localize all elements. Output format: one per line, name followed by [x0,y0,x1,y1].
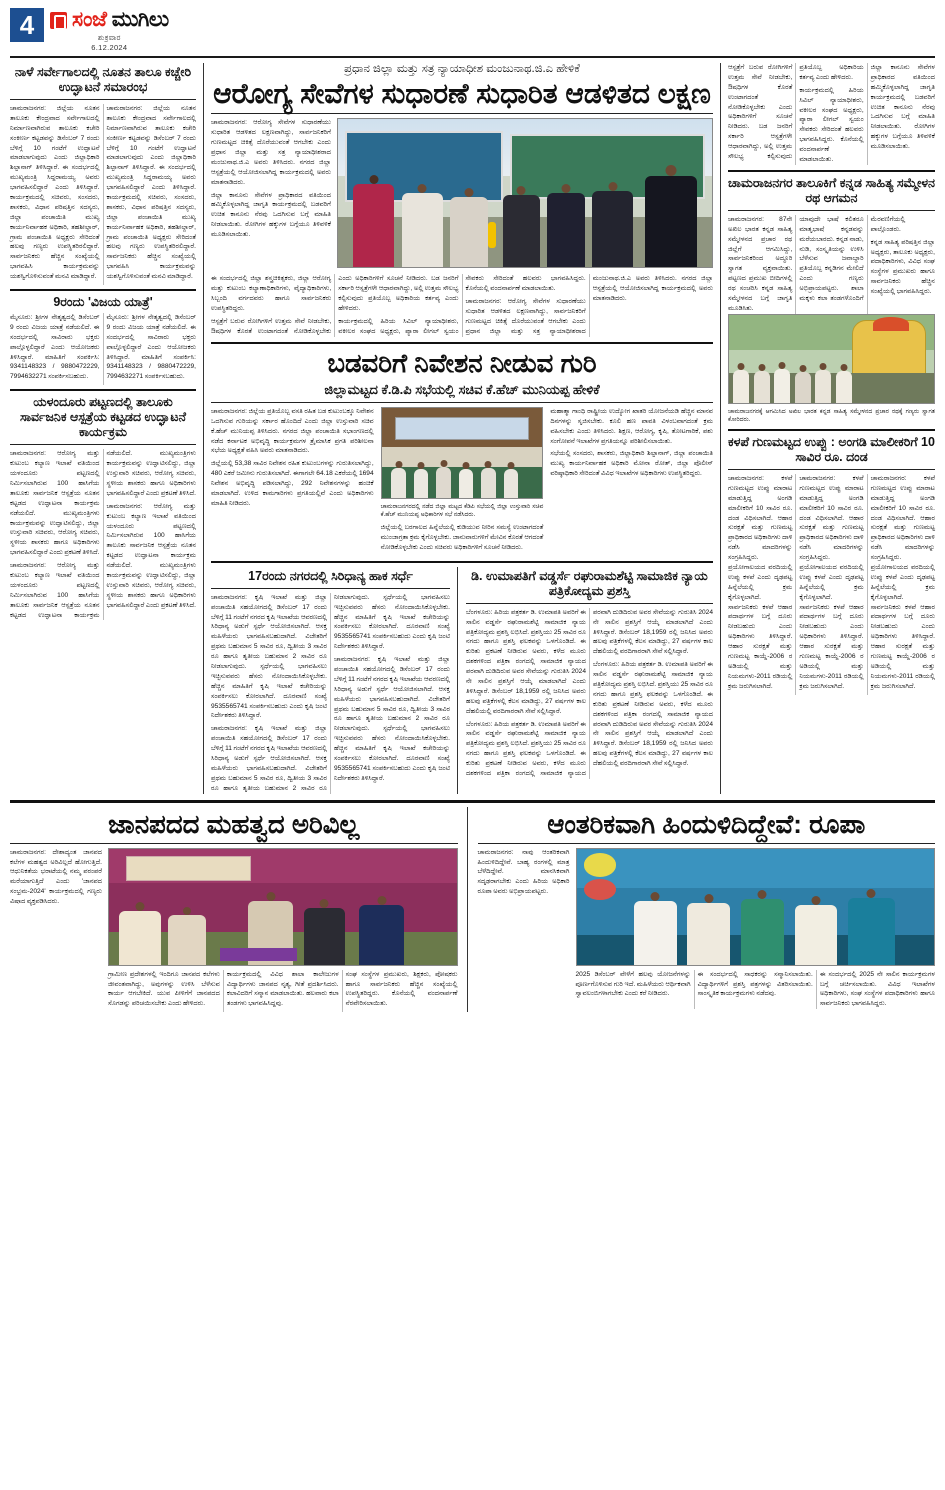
lead-col1-cont: ಚಾಮರಾಜನಗರ: ಆರೋಗ್ಯ ಸೇವೆಗಳ ಸುಧಾರಣೆಯು ಸುಧಾರಿತ ಆಡಳಿತದ ಲಕ್ಷಣವಾಗಿದ್ದು, ಸಾರ್ವಜನಿಕರಿಗೆ ಗುಣಮಟ್ಟದ ಚಿಕಿತ್ಸೆ ದೊರೆಯುವಂತೆ ಆಗಬೇಕು ಎಂದು ಪ್ರಧಾನ ಜಿಲ್ಲಾ ಮತ್ತು ಸತ್ರ ನ್ಯಾಯಾಧೀಶರಾದ ಮಂಜುನಾಥ.ಜಿ.ಎ ಅವರು ತಿಳಿಸಿದರು. ನಗರದ ಜಿಲ್ಲಾ ಆಸ್ಪತ್ರೆಯಲ್ಲಿ ಆಯೋಜಿಸಲಾಗಿದ್ದ ಕಾರ್ಯಕ್ರಮದಲ್ಲಿ ಅವರು ಮಾತನಾಡಿದರು. [465,275,713,335]
kalabheja-body: ಚಾಮರಾಜನಗರ: ಕಳಪೆ ಗುಣಮಟ್ಟದ ಉಪ್ಪು ಮಾರಾಟ ಮಾಡುತ್ತಿದ್ದ ಅಂಗಡಿ ಮಾಲೀಕರಿಗೆ 10 ಸಾವಿರ ರೂ. ದಂಡ ವಿಧಿಸಲಾಗಿದೆ. ಆಹಾರ ಸುರಕ್ಷತೆ ಮತ್ತು ಗುಣಮಟ್ಟ ಪ್ರಾಧಿಕಾರದ ಅಧಿಕಾರಿಗಳು ದಾಳಿ ನಡೆಸಿ ಮಾದರಿಗಳನ್ನು ಸಂಗ್ರಹಿಸಿದ್ದರು. ಪ್ರಯೋಗಾಲಯದ ವರದಿಯಲ್ಲಿ ಉಪ್ಪು ಕಳಪೆ ಎಂದು ದೃಢಪಟ್ಟ ಹಿನ್ನೆಲೆಯಲ್ಲಿ ಕ್ರಮ ಕೈಗೊಳ್ಳಲಾಗಿದೆ. ಸಾರ್ವಜನಿಕರು ಕಳಪೆ ಆಹಾರ ಪದಾರ್ಥಗಳ ಬಗ್ಗೆ ದೂರು ನೀಡಬಹುದು ಎಂದು ಅಧಿಕಾರಿಗಳು ತಿಳಿಸಿದ್ದಾರೆ. ಆಹಾರ ಸುರಕ್ಷತೆ ಮತ್ತು ಗುಣಮಟ್ಟ ಕಾಯ್ದೆ-2006 ರ ಅಡಿಯಲ್ಲಿ ಮತ್ತು ನಿಯಮಗಳು-2011 ರಡಿಯಲ್ಲಿ ಕ್ರಮ ಜರುಗಿಸಲಾಗಿದೆ. [728,475,793,690]
left-story1-body: ಚಾಮರಾಜನಗರ: ಜಿಲ್ಲೆಯ ನೂತನ ತಾಲೂಕು ಕೇಂದ್ರವಾದ ಸರ್ವೇಗಾಲದಲ್ಲಿ ನಿರ್ಮಾಣವಾಗಿರುವ ತಾಲೂಕು ಕಚೇರಿ ಸಂಕೀರ್ಣ ಕಟ್ಟಡವನ್ನು ಡಿಸೆಂಬರ್ 7 ರಂದು ಬೆಳಿಗ್ಗೆ 10 ಗಂಟೆಗೆ ಉದ್ಘಾಟನೆ ಮಾಡಲಾಗುವುದು ಎಂದು ಜಿಲ್ಲಾಧಿಕಾರಿ ಶಿಲ್ಪಾನಾಗ್ ತಿಳಿಸಿದ್ದಾರೆ. ಈ ಸಂದರ್ಭದಲ್ಲಿ ಮುಖ್ಯಮಂತ್ರಿ ಸಿದ್ದರಾಮಯ್ಯ ಅವರು ಭಾಗವಹಿಸಲಿದ್ದಾರೆ ಎಂದು ತಿಳಿಸಿದ್ದಾರೆ. ಕಾರ್ಯಕ್ರಮದಲ್ಲಿ ಸಚಿವರು, ಸಂಸದರು, ಶಾಸಕರು, ವಿಧಾನ ಪರಿಷತ್ತಿನ ಸದಸ್ಯರು, ಜಿಲ್ಲಾ ಪಂಚಾಯಿತಿ ಮುಖ್ಯ ಕಾರ್ಯನಿರ್ವಾಹಕ ಅಧಿಕಾರಿ, ತಹಶೀಲ್ದಾರ್, ಗ್ರಾಮ ಪಂಚಾಯಿತಿ ಅಧ್ಯಕ್ಷರು ಸೇರಿದಂತೆ ಹಲವು ಗಣ್ಯರು ಉಪಸ್ಥಿತರಿರಲಿದ್ದಾರೆ. ಸಾರ್ವಜನಿಕರು ಹೆಚ್ಚಿನ ಸಂಖ್ಯೆಯಲ್ಲಿ ಭಾಗವಹಿಸಿ ಕಾರ್ಯಕ್ರಮವನ್ನು ಯಶಸ್ವಿಗೊಳಿಸುವಂತೆ ಮನವಿ ಮಾಡಿದ್ದಾರೆ. [10,105,100,281]
lead-kicker: ಪ್ರಧಾನ ಜಿಲ್ಲಾ ಮತ್ತು ಸತ್ರ ನ್ಯಾಯಾಧೀಶ ಮಂಜುನಾಥ.ಜಿ.ಎ ಹೇಳಿಕೆ [344,63,580,75]
lead-overflow-right [728,63,935,165]
bottom-left-story [10,807,468,1013]
roopa-col4: ಈ ಸಂದರ್ಭದಲ್ಲಿ 2025 ನೇ ಸಾಲಿನ ಕಾರ್ಯಕ್ರಮಗಳ ಬಗ್ಗೆ ಚರ್ಚಿಸಲಾಯಿತು. ವಿವಿಧ ಇಲಾಖೆಗಳ ಅಧಿಕಾರಿಗಳು, ಸಂಘ ಸಂಸ್ಥೆಗಳ ಪದಾಧಿಕಾರಿಗಳು ಹಾಗೂ ಸಾರ್ವಜನಿಕರು ಭಾಗವಹಿಸಿದ್ದರು. [819,970,935,1008]
kdp-meeting-photo [381,407,544,499]
lead-right-col2: ಕಾರ್ಯಕ್ರಮದಲ್ಲಿ ಹಿರಿಯ ಸಿವಿಲ್ ನ್ಯಾಯಾಧೀಶರು, ವಕೀಲರ ಸಂಘದ ಅಧ್ಯಕ್ಷರು, ಪ್ಯಾರಾ ಲೀಗಲ್ ಸ್ವಯಂ ಸೇವಕರು ಸೇರಿದಂತೆ ಹಲವರು ಭಾಗವಹಿಸಿದ್ದರು. ಕೊನೆಯಲ್ಲಿ ವಂದನಾರ್ಪಣೆ ಮಾಡಲಾಯಿತು. [799,86,864,164]
left-story3-body-cont2: ಚಾಮರಾಜನಗರ: ಆರೋಗ್ಯ ಮತ್ತು ಕುಟುಂಬ ಕಲ್ಯಾಣ ಇಲಾಖೆ ವತಿಯಿಂದ ಯಳಂದೂರು ಪಟ್ಟಣದಲ್ಲಿ ನಿರ್ಮಿಸಲಾಗಿರುವ 100 ಹಾಸಿಗೆಯ ತಾಲೂಕು ಸಾರ್ವಜನಿಕ ಆಸ್ಪತ್ರೆಯ ನೂತನ ಕಟ್ಟಡದ ಉದ್ಘಾಟನಾ ಕಾರ್ಯಕ್ರಮ ನಡೆಯಲಿದೆ. ಮುಖ್ಯಮಂತ್ರಿಗಳು ಕಾರ್ಯಕ್ರಮವನ್ನು ಉದ್ಘಾಟಿಸಲಿದ್ದು, ಜಿಲ್ಲಾ ಉಸ್ತುವಾರಿ ಸಚಿವರು, ಆರೋಗ್ಯ ಸಚಿವರು, ಸ್ಥಳೀಯ ಶಾಸಕರು ಹಾಗೂ ಅಧಿಕಾರಿಗಳು ಭಾಗವಹಿಸಲಿದ್ದಾರೆ ಎಂದು ಪ್ರಕಟಣೆ ತಿಳಿಸಿದೆ. [106,502,196,609]
left-story3-headline: ಯಳಂದೂರು ಪಟ್ಟಣದಲ್ಲಿ ತಾಲೂಕು ಸಾರ್ವಜನಿಕ ಆಸ್ಪತ್ರೆಯ ಕಟ್ಟಡದ ಉದ್ಘಾಟನೆ ಕಾರ್ಯಕ್ರಮ [19,395,187,440]
ratha-headline: ಚಾಮರಾಜನಗರ ತಾಲೂಕಿಗೆ ಕನ್ನಡ ಸಾಹಿತ್ಯ ಸಮ್ಮೇಳನ ರಥ ಆಗಮನ [728,175,935,205]
badavarige-headline: ಬಡವರಿಗೆ ನಿವೇಶನ ನೀಡುವ ಗುರಿ [327,347,597,378]
kalabheja-body-columns [728,474,935,695]
left-column [10,63,203,794]
janapada-col2: ಗ್ರಾಮೀಣ ಪ್ರದೇಶಗಳಲ್ಲಿ ಇಂದಿಗೂ ಜಾನಪದ ಕಲೆಗಳು ಜೀವಂತವಾಗಿದ್ದು, ಅವುಗಳನ್ನು ಉಳಿಸಿ ಬೆಳೆಸುವ ಕಾರ್ಯ ಆಗಬೇಕಿದೆ. ಯುವ ಪೀಳಿಗೆಗೆ ಜಾನಪದದ ಸೊಗಡನ್ನು ಪರಿಚಯಿಸಬೇಕು ಎಂದು ಹೇಳಿದರು. [108,970,220,1008]
kalabheja-body-cont2: ಚಾಮರಾಜನಗರ: ಕಳಪೆ ಗುಣಮಟ್ಟದ ಉಪ್ಪು ಮಾರಾಟ ಮಾಡುತ್ತಿದ್ದ ಅಂಗಡಿ ಮಾಲೀಕರಿಗೆ 10 ಸಾವಿರ ರೂ. ದಂಡ ವಿಧಿಸಲಾಗಿದೆ. ಆಹಾರ ಸುರಕ್ಷತೆ ಮತ್ತು ಗುಣಮಟ್ಟ ಪ್ರಾಧಿಕಾರದ ಅಧಿಕಾರಿಗಳು ದಾಳಿ ನಡೆಸಿ ಮಾದರಿಗಳನ್ನು ಸಂಗ್ರಹಿಸಿದ್ದರು. ಪ್ರಯೋಗಾಲಯದ ವರದಿಯಲ್ಲಿ ಉಪ್ಪು ಕಳಪೆ ಎಂದು ದೃಢಪಟ್ಟ ಹಿನ್ನೆಲೆಯಲ್ಲಿ ಕ್ರಮ ಕೈಗೊಳ್ಳಲಾಗಿದೆ. ಸಾರ್ವಜನಿಕರು ಕಳಪೆ ಆಹಾರ ಪದಾರ್ಥಗಳ ಬಗ್ಗೆ ದೂರು ನೀಡಬಹುದು ಎಂದು ಅಧಿಕಾರಿಗಳು ತಿಳಿಸಿದ್ದಾರೆ. ಆಹಾರ ಸುರಕ್ಷತೆ ಮತ್ತು ಗುಣಮಟ್ಟ ಕಾಯ್ದೆ-2006 ರ ಅಡಿಯಲ್ಲಿ ಮತ್ತು ನಿಯಮಗಳು-2011 ರಡಿಯಲ್ಲಿ ಕ್ರಮ ಜರುಗಿಸಲಾಗಿದೆ. [870,475,935,690]
badavarige-subhead: ಜಿಲ್ಲಾಮಟ್ಟದ ಕೆ.ಡಿ.ಪಿ ಸಭೆಯಲ್ಲಿ ಸಚಿವ ಕೆ.ಹೆಚ್ ಮುನಿಯಪ್ಪ ಹೇಳಿಕೆ [324,381,600,397]
badavarige-col5: ಸಭೆಯಲ್ಲಿ ಸಂಸದರು, ಶಾಸಕರು, ಜಿಲ್ಲಾಧಿಕಾರಿ ಶಿಲ್ಪಾನಾಗ್, ಜಿಲ್ಲಾ ಪಂಚಾಯಿತಿ ಮುಖ್ಯ ಕಾರ್ಯನಿರ್ವಾಹಕ ಅಧಿಕಾರಿ ಮೋನಾ ರೋತ್, ಜಿಲ್ಲಾ ಪೊಲೀಸ್ ವರಿಷ್ಠಾಧಿಕಾರಿ ಸೇರಿದಂತೆ ವಿವಿಧ ಇಲಾಖೆಗಳ ಅಧಿಕಾರಿಗಳು ಉಪಸ್ಥಿತರಿದ್ದರು. [550,450,713,478]
lead-col2: ಜಿಲ್ಲಾ ಕಾನೂನು ಸೇವೆಗಳ ಪ್ರಾಧಿಕಾರದ ವತಿಯಿಂದ ಹಮ್ಮಿಕೊಳ್ಳಲಾಗಿದ್ದ ಜಾಗೃತಿ ಕಾರ್ಯಕ್ರಮದಲ್ಲಿ ಬಡವರಿಗೆ ಉಚಿತ ಕಾನೂನು ನೆರವು ಒದಗಿಸುವ ಬಗ್ಗೆ ಮಾಹಿತಿ ನೀಡಲಾಯಿತು. ರೋಗಿಗಳ ಹಕ್ಕುಗಳ ಬಗ್ಗೆಯೂ ತಿಳಿವಳಿಕೆ ಮೂಡಿಸಲಾಯಿತು. [211,191,331,239]
left-story1-headline: ನಾಳೆ ಸರ್ವೇಗಾಲದಲ್ಲಿ ನೂತನ ತಾಲೂ ಕಚ್ಚೇರಿ ಉದ್ಘಾಟನೆ ಸಮಾರಂಭ [14,65,192,94]
janapada-headline: ಜಾನಪದದ ಮಹತ್ವದ ಅರಿವಿಲ್ಲ [108,808,360,839]
ratha-col2: ಯಾವುದೇ ಭಾಷೆ ಕಲಿತರೂ ಮಾತೃಭಾಷೆ ಕನ್ನಡವನ್ನು ಮರೆಯಬಾರದು. ಕನ್ನಡ ನಾಡು, ನುಡಿ, ಸಂಸ್ಕೃತಿಯನ್ನು ಉಳಿಸಿ ಬೆಳೆಸುವ ಜವಾಬ್ದಾರಿ ಪ್ರತಿಯೊಬ್ಬ ಕನ್ನಡಿಗನ ಮೇಲಿದೆ ಎಂದು ಗಣ್ಯರು ಅಭಿಪ್ರಾಯಪಟ್ಟರು. ಶಾಲಾ ಮಕ್ಕಳು ಕಲಾ ತಂಡಗಳೊಂದಿಗೆ ಮೆರವಣಿಗೆಯಲ್ಲಿ ಪಾಲ್ಗೊಂಡರು. [799,215,906,303]
main-grid [10,63,935,794]
bottom-section [10,800,935,1013]
ratha-photo [728,314,935,404]
publication-logo [50,8,169,52]
lead-col3: ಈ ಸಂದರ್ಭದಲ್ಲಿ ಜಿಲ್ಲಾ ಶಸ್ತ್ರಚಿಕಿತ್ಸಕರು, ಜಿಲ್ಲಾ ಆರೋಗ್ಯ ಮತ್ತು ಕುಟುಂಬ ಕಲ್ಯಾಣಾಧಿಕಾರಿಗಳು, ವೈದ್ಯಾಧಿಕಾರಿಗಳು, ಸಿಬ್ಬಂದಿ ವರ್ಗದವರು ಹಾಗೂ ಸಾರ್ವಜನಿಕರು ಉಪಸ್ಥಿತರಿದ್ದರು. [211,275,332,313]
lead-col4: ಆಸ್ಪತ್ರೆಗೆ ಬರುವ ರೋಗಿಗಳಿಗೆ ಉತ್ತಮ ಸೇವೆ ನೀಡಬೇಕು, ಔಷಧಿಗಳ ಕೊರತೆ ಉಂಟಾಗದಂತೆ ನೋಡಿಕೊಳ್ಳಬೇಕು ಎಂದು ಅಧಿಕಾರಿಗಳಿಗೆ ಸೂಚನೆ ನೀಡಿದರು. ಬಡ ಜನರಿಗೆ ಸರ್ಕಾರಿ ಆಸ್ಪತ್ರೆಗಳೇ ಆಧಾರವಾಗಿದ್ದು, ಅಲ್ಲಿ ಉತ್ತಮ ಸೌಲಭ್ಯ ಕಲ್ಪಿಸುವುದು ಪ್ರತಿಯೊಬ್ಬ ಅಧಿಕಾರಿಯ ಕರ್ತವ್ಯ ಎಂದು ಹೇಳಿದರು. [211,275,459,335]
roopa-col2: 2025 ಡಿಸೆಂಬರ್ ವೇಳೆಗೆ ಹಲವು ಯೋಜನೆಗಳನ್ನು ಪೂರ್ಣಗೊಳಿಸುವ ಗುರಿ ಇದೆ. ಮಹಿಳೆಯರು ಆರ್ಥಿಕವಾಗಿ ಸ್ವಾವಲಂಬಿಗಳಾಗಬೇಕು ಎಂದು ಕರೆ ನೀಡಿದರು. [575,970,691,998]
left-story3-body-wrap [10,449,196,620]
janapada-col3: ಕಾರ್ಯಕ್ರಮದಲ್ಲಿ ವಿವಿಧ ಶಾಲಾ ಕಾಲೇಜುಗಳ ವಿದ್ಯಾರ್ಥಿಗಳು ಜಾನಪದ ನೃತ್ಯ, ಗೀತೆ ಪ್ರದರ್ಶಿಸಿದರು. ಕಲಾವಿದರಿಗೆ ಸನ್ಮಾನ ಮಾಡಲಾಯಿತು. ಹಲವಾರು ಕಲಾ ತಂಡಗಳು ಭಾಗವಹಿಸಿದ್ದವು. [226,970,339,1008]
lead-right-col1: ಆಸ್ಪತ್ರೆಗೆ ಬರುವ ರೋಗಿಗಳಿಗೆ ಉತ್ತಮ ಸೇವೆ ನೀಡಬೇಕು, ಔಷಧಿಗಳ ಕೊರತೆ ಉಂಟಾಗದಂತೆ ನೋಡಿಕೊಳ್ಳಬೇಕು ಎಂದು ಅಧಿಕಾರಿಗಳಿಗೆ ಸೂಚನೆ ನೀಡಿದರು. ಬಡ ಜನರಿಗೆ ಸರ್ಕಾರಿ ಆಸ್ಪತ್ರೆಗಳೇ ಆಧಾರವಾಗಿದ್ದು, ಅಲ್ಲಿ ಉತ್ತಮ ಸೌಲಭ್ಯ ಕಲ್ಪಿಸುವುದು ಪ್ರತಿಯೊಬ್ಬ ಅಧಿಕಾರಿಯ ಕರ್ತವ್ಯ ಎಂದು ಹೇಳಿದರು. [728,64,864,161]
ratha-col3: ಕನ್ನಡ ಸಾಹಿತ್ಯ ಪರಿಷತ್ತಿನ ಜಿಲ್ಲಾ ಅಧ್ಯಕ್ಷರು, ತಾಲೂಕು ಅಧ್ಯಕ್ಷರು, ಪದಾಧಿಕಾರಿಗಳು, ವಿವಿಧ ಸಂಘ ಸಂಸ್ಥೆಗಳ ಪ್ರಮುಖರು ಹಾಗೂ ಸಾರ್ವಜನಿಕರು ಹೆಚ್ಚಿನ ಸಂಖ್ಯೆಯಲ್ಲಿ ಭಾಗವಹಿಸಿದ್ದರು. [870,238,935,296]
page-number-badge: 4 [10,8,44,42]
sirdhanya-body-cont2: ಚಾಮರಾಜನಗರ: ಕೃಷಿ ಇಲಾಖೆ ಮತ್ತು ಜಿಲ್ಲಾ ಪಂಚಾಯಿತಿ ಸಹಯೋಗದಲ್ಲಿ ಡಿಸೆಂಬರ್ 17 ರಂದು ಬೆಳಿಗ್ಗೆ 11 ಗಂಟೆಗೆ ನಗರದ ಕೃಷಿ ಇಲಾಖೆಯ ಆವರಣದಲ್ಲಿ ಸಿರಿಧಾನ್ಯ ಅಡುಗೆ ಸ್ಪರ್ಧೆ ಆಯೋಜಿಸಲಾಗಿದೆ. ಆಸಕ್ತ ಮಹಿಳೆಯರು ಭಾಗವಹಿಸಬಹುದಾಗಿದೆ. ವಿಜೇತರಿಗೆ ಪ್ರಥಮ ಬಹುಮಾನ 5 ಸಾವಿರ ರೂ, ದ್ವಿತೀಯ 3 ಸಾವಿರ ರೂ ಹಾಗೂ ತೃತೀಯ ಬಹುಮಾನ 2 ಸಾವಿರ ರೂ ನೀಡಲಾಗುವುದು. ಸ್ಪರ್ಧೆಯಲ್ಲಿ ಭಾಗವಹಿಸಲು ಇಚ್ಛಿಸುವವರು ಹೆಸರು ನೋಂದಾಯಿಸಿಕೊಳ್ಳಬೇಕು. ಹೆಚ್ಚಿನ ಮಾಹಿತಿಗೆ ಕೃಷಿ ಇಲಾಖೆ ಕಚೇರಿಯನ್ನು ಸಂಪರ್ಕಿಸಲು ಕೋರಲಾಗಿದೆ. ದೂರವಾಣಿ ಸಂಖ್ಯೆ 9535565741 ಸಂಪರ್ಕಿಸಬಹುದು ಎಂದು ಕೃಷಿ ಜಂಟಿ ನಿರ್ದೇಶಕರು ತಿಳಿಸಿದ್ದಾರೆ. [334,656,450,782]
badavarige-col2: ಜಿಲ್ಲೆಯಲ್ಲಿ 53,38 ಸಾವಿರ ನಿವೇಶನ ರಹಿತ ಕುಟುಂಬಗಳನ್ನು ಗುರುತಿಸಲಾಗಿದ್ದು, 480 ಎಕರೆ ಜಮೀನು ಗುರುತಿಸಲಾಗಿದೆ. ಈಗಾಗಲೇ 64.18 ಎಕರೆಯಲ್ಲಿ 1694 ನಿವೇಶನ ಅಭಿವೃದ್ಧಿ ಪಡಿಸಲಾಗಿದ್ದು, 292 ನಿವೇಶನಗಳನ್ನು ಹಂಚಿಕೆ ಮಾಡಲಾಗಿದೆ. ಉಳಿದ ಕಾಮಗಾರಿಗಳು ಪ್ರಗತಿಯಲ್ಲಿವೆ ಎಂದು ಅಧಿಕಾರಿಗಳು ಮಾಹಿತಿ ನೀಡಿದರು. [211,460,374,507]
masthead-dateline: ಶುಕ್ರವಾರ 6.12.2024 [91,33,128,52]
janapada-col1: ಚಾಮರಾಜನಗರ: ದೇಶಾದ್ಯಂತ ಜಾನಪದ ಕಲೆಗಳ ಮಹತ್ವದ ಅರಿವಿಲ್ಲದೆ ಹೋಗುತ್ತಿದೆ. ಆಧುನಿಕತೆಯ ಭರಾಟೆಯಲ್ಲಿ ನಮ್ಮ ಪರಂಪರೆ ಮರೆಯಾಗುತ್ತಿದೆ ಎಂದು 'ಜಾನಪದ ಸಂಭ್ರಮ-2024' ಕಾರ್ಯಕ್ರಮದಲ್ಲಿ ಗಣ್ಯರು ವಿಷಾದ ವ್ಯಕ್ತಪಡಿಸಿದರು. [10,848,102,906]
kdp-photo-caption: ಚಾಮರಾಜನಗರದಲ್ಲಿ ನಡೆದ ಜಿಲ್ಲಾ ಮಟ್ಟದ ಕೆಡಿಪಿ ಸಭೆಯಲ್ಲಿ ಜಿಲ್ಲಾ ಉಸ್ತುವಾರಿ ಸಚಿವ ಕೆ.ಹೆಚ್ ಮುನಿಯಪ್ಪ ಅಧಿಕಾರಿಗಳ ಸಭೆ ನಡೆಸಿದರು. [380,503,544,518]
kalabheja-body-cont: ಚಾಮರಾಜನಗರ: ಕಳಪೆ ಗುಣಮಟ್ಟದ ಉಪ್ಪು ಮಾರಾಟ ಮಾಡುತ್ತಿದ್ದ ಅಂಗಡಿ ಮಾಲೀಕರಿಗೆ 10 ಸಾವಿರ ರೂ. ದಂಡ ವಿಧಿಸಲಾಗಿದೆ. ಆಹಾರ ಸುರಕ್ಷತೆ ಮತ್ತು ಗುಣಮಟ್ಟ ಪ್ರಾಧಿಕಾರದ ಅಧಿಕಾರಿಗಳು ದಾಳಿ ನಡೆಸಿ ಮಾದರಿಗಳನ್ನು ಸಂಗ್ರಹಿಸಿದ್ದರು. ಪ್ರಯೋಗಾಲಯದ ವರದಿಯಲ್ಲಿ ಉಪ್ಪು ಕಳಪೆ ಎಂದು ದೃಢಪಟ್ಟ ಹಿನ್ನೆಲೆಯಲ್ಲಿ ಕ್ರಮ ಕೈಗೊಳ್ಳಲಾಗಿದೆ. ಸಾರ್ವಜನಿಕರು ಕಳಪೆ ಆಹಾರ ಪದಾರ್ಥಗಳ ಬಗ್ಗೆ ದೂರು ನೀಡಬಹುದು ಎಂದು ಅಧಿಕಾರಿಗಳು ತಿಳಿಸಿದ್ದಾರೆ. ಆಹಾರ ಸುರಕ್ಷತೆ ಮತ್ತು ಗುಣಮಟ್ಟ ಕಾಯ್ದೆ-2006 ರ ಅಡಿಯಲ್ಲಿ ಮತ್ತು ನಿಯಮಗಳು-2011 ರಡಿಯಲ್ಲಿ ಕ್ರಮ ಜರುಗಿಸಲಾಗಿದೆ. [799,475,864,690]
left-story1-body-wrap [10,104,196,285]
roopa-photo [576,848,936,966]
lead-right-col3: ಜಿಲ್ಲಾ ಕಾನೂನು ಸೇವೆಗಳ ಪ್ರಾಧಿಕಾರದ ವತಿಯಿಂದ ಹಮ್ಮಿಕೊಳ್ಳಲಾಗಿದ್ದ ಜಾಗೃತಿ ಕಾರ್ಯಕ್ರಮದಲ್ಲಿ ಬಡವರಿಗೆ ಉಚಿತ ಕಾನೂನು ನೆರವು ಒದಗಿಸುವ ಬಗ್ಗೆ ಮಾಹಿತಿ ನೀಡಲಾಯಿತು. ರೋಗಿಗಳ ಹಕ್ಕುಗಳ ಬಗ್ಗೆಯೂ ತಿಳಿವಳಿಕೆ ಮೂಡಿಸಲಾಯಿತು. [870,64,935,151]
masthead [10,8,935,58]
umapathi-body-cont: ಬೆಂಗಳೂರು: ಹಿರಿಯ ಪತ್ರಕರ್ತ ಡಿ. ಉಮಾಪತಿ ಅವರಿಗೆ ಈ ಸಾಲಿನ ವಡ್ಡರ್ಸೆ ರಘುರಾಮಶೆಟ್ಟಿ ಸಾಮಾಜಿಕ ನ್ಯಾಯ ಪತ್ರಿಕೋದ್ಯಮ ಪ್ರಶಸ್ತಿ ಲಭಿಸಿದೆ. ಪ್ರಶಸ್ತಿಯು 25 ಸಾವಿರ ರೂ ನಗದು ಹಾಗೂ ಪ್ರಶಸ್ತಿ ಫಲಕವನ್ನು ಒಳಗೊಂಡಿದೆ. ಈ ಕುರಿತು ಪ್ರಕಟಣೆ ನೀಡಿರುವ ಅವರು, ಕಳೆದ ಮೂರು ದಶಕಗಳಿಂದ ಪತ್ರಿಕಾ ರಂಗದಲ್ಲಿ ಸಾಮಾಜಿಕ ನ್ಯಾಯದ ಪರವಾಗಿ ದುಡಿದಿರುವ ಅವರ ಸೇವೆಯನ್ನು ಗುರುತಿಸಿ 2024 ನೇ ಸಾಲಿನ ಪ್ರಶಸ್ತಿಗೆ ಆಯ್ಕೆ ಮಾಡಲಾಗಿದೆ ಎಂದು ತಿಳಿಸಿದ್ದಾರೆ. ಡಿಸೆಂಬರ್ 18,1959 ರಲ್ಲಿ ಜನಿಸಿದ ಅವರು ಹಲವು ಪತ್ರಿಕೆಗಳಲ್ಲಿ ಕೆಲಸ ಮಾಡಿದ್ದು, 27 ವರ್ಷಗಳ ಕಾಲ ದೆಹಲಿಯಲ್ಲಿ ವರದಿಗಾರರಾಗಿ ಸೇವೆ ಸಲ್ಲಿಸಿದ್ದಾರೆ. [466,608,713,777]
lead-body-columns [211,274,713,336]
kalabheja-headline: ಕಳಪೆ ಗುಣಮಟ್ಟದ ಉಪ್ಪು : ಅಂಗಡಿ ಮಾಲೀಕರಿಗೆ 10 ಸಾವಿರ ರೂ. ದಂಡ [728,435,935,464]
lead-photo [337,118,713,268]
lead-headline: ಆರೋಗ್ಯ ಸೇವೆಗಳ ಸುಧಾರಣೆ ಸುಧಾರಿತ ಆಡಳಿತದ ಲಕ್ಷಣ [213,78,711,109]
janapada-photo [108,848,458,966]
bottom-right-story [478,807,936,1013]
ratha-col1: ಚಾಮರಾಜನಗರ: 87ನೇ ಅಖಿಲ ಭಾರತ ಕನ್ನಡ ಸಾಹಿತ್ಯ ಸಮ್ಮೇಳನದ ಪ್ರಚಾರ ರಥ ಜಿಲ್ಲೆಗೆ ಆಗಮಿಸಿದ್ದು, ಸಾರ್ವಜನಿಕರಿಂದ ಅದ್ಧೂರಿ ಸ್ವಾಗತ ವ್ಯಕ್ತವಾಯಿತು. ಪಟ್ಟಣದ ಪ್ರಮುಖ ಬೀದಿಗಳಲ್ಲಿ ರಥ ಸಂಚರಿಸಿ ಕನ್ನಡ ಸಾಹಿತ್ಯ ಸಮ್ಮೇಳನದ ಬಗ್ಗೆ ಜಾಗೃತಿ ಮೂಡಿಸಿತು. [728,215,793,312]
lead-col1: ಚಾಮರಾಜನಗರ: ಆರೋಗ್ಯ ಸೇವೆಗಳ ಸುಧಾರಣೆಯು ಸುಧಾರಿತ ಆಡಳಿತದ ಲಕ್ಷಣವಾಗಿದ್ದು, ಸಾರ್ವಜನಿಕರಿಗೆ ಗುಣಮಟ್ಟದ ಚಿಕಿತ್ಸೆ ದೊರೆಯುವಂತೆ ಆಗಬೇಕು ಎಂದು ಪ್ರಧಾನ ಜಿಲ್ಲಾ ಮತ್ತು ಸತ್ರ ನ್ಯಾಯಾಧೀಶರಾದ ಮಂಜುನಾಥ.ಜಿ.ಎ ಅವರು ತಿಳಿಸಿದರು. ನಗರದ ಜಿಲ್ಲಾ ಆಸ್ಪತ್ರೆಯಲ್ಲಿ ಆಯೋಜಿಸಲಾಗಿದ್ದ ಕಾರ್ಯಕ್ರಮದಲ್ಲಿ ಅವರು ಮಾತನಾಡಿದರು. [211,119,331,186]
left-story1-body-cont: ಚಾಮರಾಜನಗರ: ಜಿಲ್ಲೆಯ ನೂತನ ತಾಲೂಕು ಕೇಂದ್ರವಾದ ಸರ್ವೇಗಾಲದಲ್ಲಿ ನಿರ್ಮಾಣವಾಗಿರುವ ತಾಲೂಕು ಕಚೇರಿ ಸಂಕೀರ್ಣ ಕಟ್ಟಡವನ್ನು ಡಿಸೆಂಬರ್ 7 ರಂದು ಬೆಳಿಗ್ಗೆ 10 ಗಂಟೆಗೆ ಉದ್ಘಾಟನೆ ಮಾಡಲಾಗುವುದು ಎಂದು ಜಿಲ್ಲಾಧಿಕಾರಿ ಶಿಲ್ಪಾನಾಗ್ ತಿಳಿಸಿದ್ದಾರೆ. ಈ ಸಂದರ್ಭದಲ್ಲಿ ಮುಖ್ಯಮಂತ್ರಿ ಸಿದ್ದರಾಮಯ್ಯ ಅವರು ಭಾಗವಹಿಸಲಿದ್ದಾರೆ ಎಂದು ತಿಳಿಸಿದ್ದಾರೆ. ಕಾರ್ಯಕ್ರಮದಲ್ಲಿ ಸಚಿವರು, ಸಂಸದರು, ಶಾಸಕರು, ವಿಧಾನ ಪರಿಷತ್ತಿನ ಸದಸ್ಯರು, ಜಿಲ್ಲಾ ಪಂಚಾಯಿತಿ ಮುಖ್ಯ ಕಾರ್ಯನಿರ್ವಾಹಕ ಅಧಿಕಾರಿ, ತಹಶೀಲ್ದಾರ್, ಗ್ರಾಮ ಪಂಚಾಯಿತಿ ಅಧ್ಯಕ್ಷರು ಸೇರಿದಂತೆ ಹಲವು ಗಣ್ಯರು ಉಪಸ್ಥಿತರಿರಲಿದ್ದಾರೆ. ಸಾರ್ವಜನಿಕರು ಹೆಚ್ಚಿನ ಸಂಖ್ಯೆಯಲ್ಲಿ ಭಾಗವಹಿಸಿ ಕಾರ್ಯಕ್ರಮವನ್ನು ಯಶಸ್ವಿಗೊಳಿಸುವಂತೆ ಮನವಿ ಮಾಡಿದ್ದಾರೆ. [106,105,196,281]
ratha-body-columns [728,215,935,314]
roopa-headline: ಆಂತರಿಕವಾಗಿ ಹಿಂದುಳಿದಿದ್ದೇವೆ: ರೂಪಾ [547,808,866,839]
umapathi-headline: ಡಿ. ಉಮಾಪತಿಗೆ ವಡ್ಡರ್ಸೆ ರಘುರಾಮಶೆಟ್ಟಿ ಸಾಮಾಜಿಕ ನ್ಯಾಯ ಪತ್ರಿಕೋದ್ಯಮ ಪ್ರಶಸ್ತಿ [471,568,708,598]
lead-col5: ಕಾರ್ಯಕ್ರಮದಲ್ಲಿ ಹಿರಿಯ ಸಿವಿಲ್ ನ್ಯಾಯಾಧೀಶರು, ವಕೀಲರ ಸಂಘದ ಅಧ್ಯಕ್ಷರು, ಪ್ಯಾರಾ ಲೀಗಲ್ ಸ್ವಯಂ ಸೇವಕರು ಸೇರಿದಂತೆ ಹಲವರು ಭಾಗವಹಿಸಿದ್ದರು. ಕೊನೆಯಲ್ಲಿ ವಂದನಾರ್ಪಣೆ ಮಾಡಲಾಯಿತು. [338,275,586,335]
logo-mark-icon [50,12,67,29]
left-story3-body: ಚಾಮರಾಜನಗರ: ಆರೋಗ್ಯ ಮತ್ತು ಕುಟುಂಬ ಕಲ್ಯಾಣ ಇಲಾಖೆ ವತಿಯಿಂದ ಯಳಂದೂರು ಪಟ್ಟಣದಲ್ಲಿ ನಿರ್ಮಿಸಲಾಗಿರುವ 100 ಹಾಸಿಗೆಯ ತಾಲೂಕು ಸಾರ್ವಜನಿಕ ಆಸ್ಪತ್ರೆಯ ನೂತನ ಕಟ್ಟಡದ ಉದ್ಘಾಟನಾ ಕಾರ್ಯಕ್ರಮ ನಡೆಯಲಿದೆ. ಮುಖ್ಯಮಂತ್ರಿಗಳು ಕಾರ್ಯಕ್ರಮವನ್ನು ಉದ್ಘಾಟಿಸಲಿದ್ದು, ಜಿಲ್ಲಾ ಉಸ್ತುವಾರಿ ಸಚಿವರು, ಆರೋಗ್ಯ ಸಚಿವರು, ಸ್ಥಳೀಯ ಶಾಸಕರು ಹಾಗೂ ಅಧಿಕಾರಿಗಳು ಭಾಗವಹಿಸಲಿದ್ದಾರೆ ಎಂದು ಪ್ರಕಟಣೆ ತಿಳಿಸಿದೆ. [10,450,100,557]
sirdhanya-headline: 17ರಂದು ನಗರದಲ್ಲಿ ಸಿರಿಧಾನ್ಯ ಹಾಕ ಸರ್ಧೆ [248,568,413,583]
left-story2-headline: 9ರಂದು 'ವಿಜಯ ಯಾತ್ರೆ' [53,295,153,310]
center-column [203,63,721,794]
roopa-col1: ಚಾಮರಾಜನಗರ: ನಾವು ಆಂತರಿಕವಾಗಿ ಹಿಂದುಳಿದಿದ್ದೇವೆ. ಬಾಹ್ಯ ರಂಗಳಲ್ಲಿ ಮಾತ್ರ ಬೆಳೆದಿದ್ದೇವೆ. ಮಾನಸಿಕವಾಗಿ ಸದೃಢರಾಗಬೇಕು ಎಂದು ಹಿರಿಯ ಅಧಿಕಾರಿ ರೂಪಾ ಅವರು ಅಭಿಪ್ರಾಯಪಟ್ಟರು. [477,848,570,896]
badavarige-col4: ಮಹಾತ್ಮಾ ಗಾಂಧಿ ರಾಷ್ಟ್ರೀಯ ಉದ್ಯೋಗ ಖಾತರಿ ಯೋಜನೆಯಡಿ ಹೆಚ್ಚಿನ ಮಾನವ ದಿನಗಳನ್ನು ಸೃಜಿಸಬೇಕು. ಕೂಲಿ ಹಣ ಪಾವತಿ ವಿಳಂಬವಾಗದಂತೆ ಕ್ರಮ ವಹಿಸಬೇಕು ಎಂದು ತಿಳಿಸಿದರು. ಶಿಕ್ಷಣ, ಆರೋಗ್ಯ, ಕೃಷಿ, ತೋಟಗಾರಿಕೆ, ಪಶು ಸಂಗೋಪನೆ ಇಲಾಖೆಗಳ ಪ್ರಗತಿಯನ್ನೂ ಪರಿಶೀಲಿಸಲಾಯಿತು. [550,407,713,445]
left-story2-body-cont: ಮೈಸೂರು: ಶ್ರೀಗಳ ನೇತೃತ್ವದಲ್ಲಿ ಡಿಸೆಂಬರ್ 9 ರಂದು ವಿಜಯ ಯಾತ್ರೆ ನಡೆಯಲಿದೆ. ಈ ಸಂದರ್ಭದಲ್ಲಿ ಸಾವಿರಾರು ಭಕ್ತರು ಪಾಲ್ಗೊಳ್ಳಲಿದ್ದಾರೆ ಎಂದು ಆಯೋಜಕರು ತಿಳಿಸಿದ್ದಾರೆ. ಮಾಹಿತಿಗೆ ಸಂಪರ್ಕಿಸಿ: 9341148323 / 9880472229, 7994632271 ಸಂಪರ್ಕಿಸಬಹುದು. [106,314,196,381]
publication-title: ಸಂಜೆ ಮುಗಿಲು [72,8,169,31]
ratha-photo-caption: ಚಾಮರಾಜನಗರಕ್ಕೆ ಆಗಮಿಸಿದ ಅಖಿಲ ಭಾರತ ಕನ್ನಡ ಸಾಹಿತ್ಯ ಸಮ್ಮೇಳನದ ಪ್ರಚಾರ ರಥಕ್ಕೆ ಗಣ್ಯರು ಸ್ವಾಗತ ಕೋರಿದರು. [728,408,935,423]
sirdhanya-body: ಚಾಮರಾಜನಗರ: ಕೃಷಿ ಇಲಾಖೆ ಮತ್ತು ಜಿಲ್ಲಾ ಪಂಚಾಯಿತಿ ಸಹಯೋಗದಲ್ಲಿ ಡಿಸೆಂಬರ್ 17 ರಂದು ಬೆಳಿಗ್ಗೆ 11 ಗಂಟೆಗೆ ನಗರದ ಕೃಷಿ ಇಲಾಖೆಯ ಆವರಣದಲ್ಲಿ ಸಿರಿಧಾನ್ಯ ಅಡುಗೆ ಸ್ಪರ್ಧೆ ಆಯೋಜಿಸಲಾಗಿದೆ. ಆಸಕ್ತ ಮಹಿಳೆಯರು ಭಾಗವಹಿಸಬಹುದಾಗಿದೆ. ವಿಜೇತರಿಗೆ ಪ್ರಥಮ ಬಹುಮಾನ 5 ಸಾವಿರ ರೂ, ದ್ವಿತೀಯ 3 ಸಾವಿರ ರೂ ಹಾಗೂ ತೃತೀಯ ಬಹುಮಾನ 2 ಸಾವಿರ ರೂ ನೀಡಲಾಗುವುದು. ಸ್ಪರ್ಧೆಯಲ್ಲಿ ಭಾಗವಹಿಸಲು ಇಚ್ಛಿಸುವವರು ಹೆಸರು ನೋಂದಾಯಿಸಿಕೊಳ್ಳಬೇಕು. ಹೆಚ್ಚಿನ ಮಾಹಿತಿಗೆ ಕೃಷಿ ಇಲಾಖೆ ಕಚೇರಿಯನ್ನು ಸಂಪರ್ಕಿಸಲು ಕೋರಲಾಗಿದೆ. ದೂರವಾಣಿ ಸಂಖ್ಯೆ 9535565741 ಸಂಪರ್ಕಿಸಬಹುದು ಎಂದು ಕೃಷಿ ಜಂಟಿ ನಿರ್ದೇಶಕರು ತಿಳಿಸಿದ್ದಾರೆ. [211,593,327,720]
sirdhanya-body-cont: ಚಾಮರಾಜನಗರ: ಕೃಷಿ ಇಲಾಖೆ ಮತ್ತು ಜಿಲ್ಲಾ ಪಂಚಾಯಿತಿ ಸಹಯೋಗದಲ್ಲಿ ಡಿಸೆಂಬರ್ 17 ರಂದು ಬೆಳಿಗ್ಗೆ 11 ಗಂಟೆಗೆ ನಗರದ ಕೃಷಿ ಇಲಾಖೆಯ ಆವರಣದಲ್ಲಿ ಸಿರಿಧಾನ್ಯ ಅಡುಗೆ ಸ್ಪರ್ಧೆ ಆಯೋಜಿಸಲಾಗಿದೆ. ಆಸಕ್ತ ಮಹಿಳೆಯರು ಭಾಗವಹಿಸಬಹುದಾಗಿದೆ. ವಿಜೇತರಿಗೆ ಪ್ರಥಮ ಬಹುಮಾನ 5 ಸಾವಿರ ರೂ, ದ್ವಿತೀಯ 3 ಸಾವಿರ ರೂ ಹಾಗೂ ತೃತೀಯ ಬಹುಮಾನ 2 ಸಾವಿರ ರೂ ನೀಡಲಾಗುವುದು. ಸ್ಪರ್ಧೆಯಲ್ಲಿ ಭಾಗವಹಿಸಲು ಇಚ್ಛಿಸುವವರು ಹೆಸರು ನೋಂದಾಯಿಸಿಕೊಳ್ಳಬೇಕು. ಹೆಚ್ಚಿನ ಮಾಹಿತಿಗೆ ಕೃಷಿ ಇಲಾಖೆ ಕಚೇರಿಯನ್ನು ಸಂಪರ್ಕಿಸಲು ಕೋರಲಾಗಿದೆ. ದೂರವಾಣಿ ಸಂಖ್ಯೆ 9535565741 ಸಂಪರ್ಕಿಸಬಹುದು ಎಂದು ಕೃಷಿ ಜಂಟಿ ನಿರ್ದೇಶಕರು ತಿಳಿಸಿದ್ದಾರೆ. [211,593,450,792]
right-column [721,63,935,794]
left-story2-body-wrap [10,313,196,385]
left-story2-body: ಮೈಸೂರು: ಶ್ರೀಗಳ ನೇತೃತ್ವದಲ್ಲಿ ಡಿಸೆಂಬರ್ 9 ರಂದು ವಿಜಯ ಯಾತ್ರೆ ನಡೆಯಲಿದೆ. ಈ ಸಂದರ್ಭದಲ್ಲಿ ಸಾವಿರಾರು ಭಕ್ತರು ಪಾಲ್ಗೊಳ್ಳಲಿದ್ದಾರೆ ಎಂದು ಆಯೋಜಕರು ತಿಳಿಸಿದ್ದಾರೆ. ಮಾಹಿತಿಗೆ ಸಂಪರ್ಕಿಸಿ: 9341148323 / 9880472229, 7994632271 ಸಂಪರ್ಕಿಸಬಹುದು. [10,314,100,381]
roopa-col3: ಈ ಸಂದರ್ಭದಲ್ಲಿ ಸಾಧಕರನ್ನು ಸನ್ಮಾನಿಸಲಾಯಿತು. ವಿದ್ಯಾರ್ಥಿಗಳಿಗೆ ಪ್ರಶಸ್ತಿ ಪತ್ರಗಳನ್ನು ವಿತರಿಸಲಾಯಿತು. ಸಾಂಸ್ಕೃತಿಕ ಕಾರ್ಯಕ್ರಮಗಳು ನಡೆದವು. [697,970,813,998]
left-story3-body-cont: ಚಾಮರಾಜನಗರ: ಆರೋಗ್ಯ ಮತ್ತು ಕುಟುಂಬ ಕಲ್ಯಾಣ ಇಲಾಖೆ ವತಿಯಿಂದ ಯಳಂದೂರು ಪಟ್ಟಣದಲ್ಲಿ ನಿರ್ಮಿಸಲಾಗಿರುವ 100 ಹಾಸಿಗೆಯ ತಾಲೂಕು ಸಾರ್ವಜನಿಕ ಆಸ್ಪತ್ರೆಯ ನೂತನ ಕಟ್ಟಡದ ಉದ್ಘಾಟನಾ ಕಾರ್ಯಕ್ರಮ ನಡೆಯಲಿದೆ. ಮುಖ್ಯಮಂತ್ರಿಗಳು ಕಾರ್ಯಕ್ರಮವನ್ನು ಉದ್ಘಾಟಿಸಲಿದ್ದು, ಜಿಲ್ಲಾ ಉಸ್ತುವಾರಿ ಸಚಿವರು, ಆರೋಗ್ಯ ಸಚಿವರು, ಸ್ಥಳೀಯ ಶಾಸಕರು ಹಾಗೂ ಅಧಿಕಾರಿಗಳು ಭಾಗವಹಿಸಲಿದ್ದಾರೆ ಎಂದು ಪ್ರಕಟಣೆ ತಿಳಿಸಿದೆ. [10,450,196,619]
janapada-col4: ಸಂಘ ಸಂಸ್ಥೆಗಳ ಪ್ರಮುಖರು, ಶಿಕ್ಷಕರು, ಪೋಷಕರು ಹಾಗೂ ಸಾರ್ವಜನಿಕರು ಹೆಚ್ಚಿನ ಸಂಖ್ಯೆಯಲ್ಲಿ ಉಪಸ್ಥಿತರಿದ್ದರು. ಕೊನೆಯಲ್ಲಿ ವಂದನಾರ್ಪಣೆ ನೆರವೇರಿಸಲಾಯಿತು. [345,970,458,1008]
umapathi-body-cont2: ಬೆಂಗಳೂರು: ಹಿರಿಯ ಪತ್ರಕರ್ತ ಡಿ. ಉಮಾಪತಿ ಅವರಿಗೆ ಈ ಸಾಲಿನ ವಡ್ಡರ್ಸೆ ರಘುರಾಮಶೆಟ್ಟಿ ಸಾಮಾಜಿಕ ನ್ಯಾಯ ಪತ್ರಿಕೋದ್ಯಮ ಪ್ರಶಸ್ತಿ ಲಭಿಸಿದೆ. ಪ್ರಶಸ್ತಿಯು 25 ಸಾವಿರ ರೂ ನಗದು ಹಾಗೂ ಪ್ರಶಸ್ತಿ ಫಲಕವನ್ನು ಒಳಗೊಂಡಿದೆ. ಈ ಕುರಿತು ಪ್ರಕಟಣೆ ನೀಡಿರುವ ಅವರು, ಕಳೆದ ಮೂರು ದಶಕಗಳಿಂದ ಪತ್ರಿಕಾ ರಂಗದಲ್ಲಿ ಸಾಮಾಜಿಕ ನ್ಯಾಯದ ಪರವಾಗಿ ದುಡಿದಿರುವ ಅವರ ಸೇವೆಯನ್ನು ಗುರುತಿಸಿ 2024 ನೇ ಸಾಲಿನ ಪ್ರಶಸ್ತಿಗೆ ಆಯ್ಕೆ ಮಾಡಲಾಗಿದೆ ಎಂದು ತಿಳಿಸಿದ್ದಾರೆ. ಡಿಸೆಂಬರ್ 18,1959 ರಲ್ಲಿ ಜನಿಸಿದ ಅವರು ಹಲವು ಪತ್ರಿಕೆಗಳಲ್ಲಿ ಕೆಲಸ ಮಾಡಿದ್ದು, 27 ವರ್ಷಗಳ ಕಾಲ ದೆಹಲಿಯಲ್ಲಿ ವರದಿಗಾರರಾಗಿ ಸೇವೆ ಸಲ್ಲಿಸಿದ್ದಾರೆ. [593,661,713,768]
badavarige-col3: ಜಿಲ್ಲೆಯಲ್ಲಿ ಬರಗಾಲದ ಹಿನ್ನೆಲೆಯಲ್ಲಿ ಕುಡಿಯುವ ನೀರಿನ ಸಮಸ್ಯೆ ಉಂಟಾಗದಂತೆ ಮುಂಜಾಗ್ರತಾ ಕ್ರಮ ಕೈಗೊಳ್ಳಬೇಕು. ಜಾನುವಾರುಗಳಿಗೆ ಮೇವಿನ ಕೊರತೆ ಆಗದಂತೆ ನೋಡಿಕೊಳ್ಳಬೇಕು ಎಂದು ಸಚಿವರು ಅಧಿಕಾರಿಗಳಿಗೆ ಸೂಚನೆ ನೀಡಿದರು. [380,524,544,551]
umapathi-body: ಬೆಂಗಳೂರು: ಹಿರಿಯ ಪತ್ರಕರ್ತ ಡಿ. ಉಮಾಪತಿ ಅವರಿಗೆ ಈ ಸಾಲಿನ ವಡ್ಡರ್ಸೆ ರಘುರಾಮಶೆಟ್ಟಿ ಸಾಮಾಜಿಕ ನ್ಯಾಯ ಪತ್ರಿಕೋದ್ಯಮ ಪ್ರಶಸ್ತಿ ಲಭಿಸಿದೆ. ಪ್ರಶಸ್ತಿಯು 25 ಸಾವಿರ ರೂ ನಗದು ಹಾಗೂ ಪ್ರಶಸ್ತಿ ಫಲಕವನ್ನು ಒಳಗೊಂಡಿದೆ. ಈ ಕುರಿತು ಪ್ರಕಟಣೆ ನೀಡಿರುವ ಅವರು, ಕಳೆದ ಮೂರು ದಶಕಗಳಿಂದ ಪತ್ರಿಕಾ ರಂಗದಲ್ಲಿ ಸಾಮಾಜಿಕ ನ್ಯಾಯದ ಪರವಾಗಿ ದುಡಿದಿರುವ ಅವರ ಸೇವೆಯನ್ನು ಗುರುತಿಸಿ 2024 ನೇ ಸಾಲಿನ ಪ್ರಶಸ್ತಿಗೆ ಆಯ್ಕೆ ಮಾಡಲಾಗಿದೆ ಎಂದು ತಿಳಿಸಿದ್ದಾರೆ. ಡಿಸೆಂಬರ್ 18,1959 ರಲ್ಲಿ ಜನಿಸಿದ ಅವರು ಹಲವು ಪತ್ರಿಕೆಗಳಲ್ಲಿ ಕೆಲಸ ಮಾಡಿದ್ದು, 27 ವರ್ಷಗಳ ಕಾಲ ದೆಹಲಿಯಲ್ಲಿ ವರದಿಗಾರರಾಗಿ ಸೇವೆ ಸಲ್ಲಿಸಿದ್ದಾರೆ. [466,608,586,715]
badavarige-col1: ಚಾಮರಾಜನಗರ: ಜಿಲ್ಲೆಯ ಪ್ರತಿಯೊಬ್ಬ ವಸತಿ ರಹಿತ ಬಡ ಕುಟುಂಬಕ್ಕೂ ನಿವೇಶನ ಒದಗಿಸುವ ಗುರಿಯನ್ನು ಸರ್ಕಾರ ಹೊಂದಿದೆ ಎಂದು ಜಿಲ್ಲಾ ಉಸ್ತುವಾರಿ ಸಚಿವ ಕೆ.ಹೆಚ್ ಮುನಿಯಪ್ಪ ತಿಳಿಸಿದರು. ನಗರದ ಜಿಲ್ಲಾ ಪಂಚಾಯಿತಿ ಸಭಾಂಗಣದಲ್ಲಿ ನಡೆದ ಕರ್ನಾಟಕ ಅಭಿವೃದ್ಧಿ ಕಾರ್ಯಕ್ರಮಗಳ ತ್ರೈಮಾಸಿಕ ಪ್ರಗತಿ ಪರಿಶೀಲನಾ ಸಭೆಯ ಅಧ್ಯಕ್ಷತೆ ವಹಿಸಿ ಅವರು ಮಾತನಾಡಿದರು. [211,407,374,455]
